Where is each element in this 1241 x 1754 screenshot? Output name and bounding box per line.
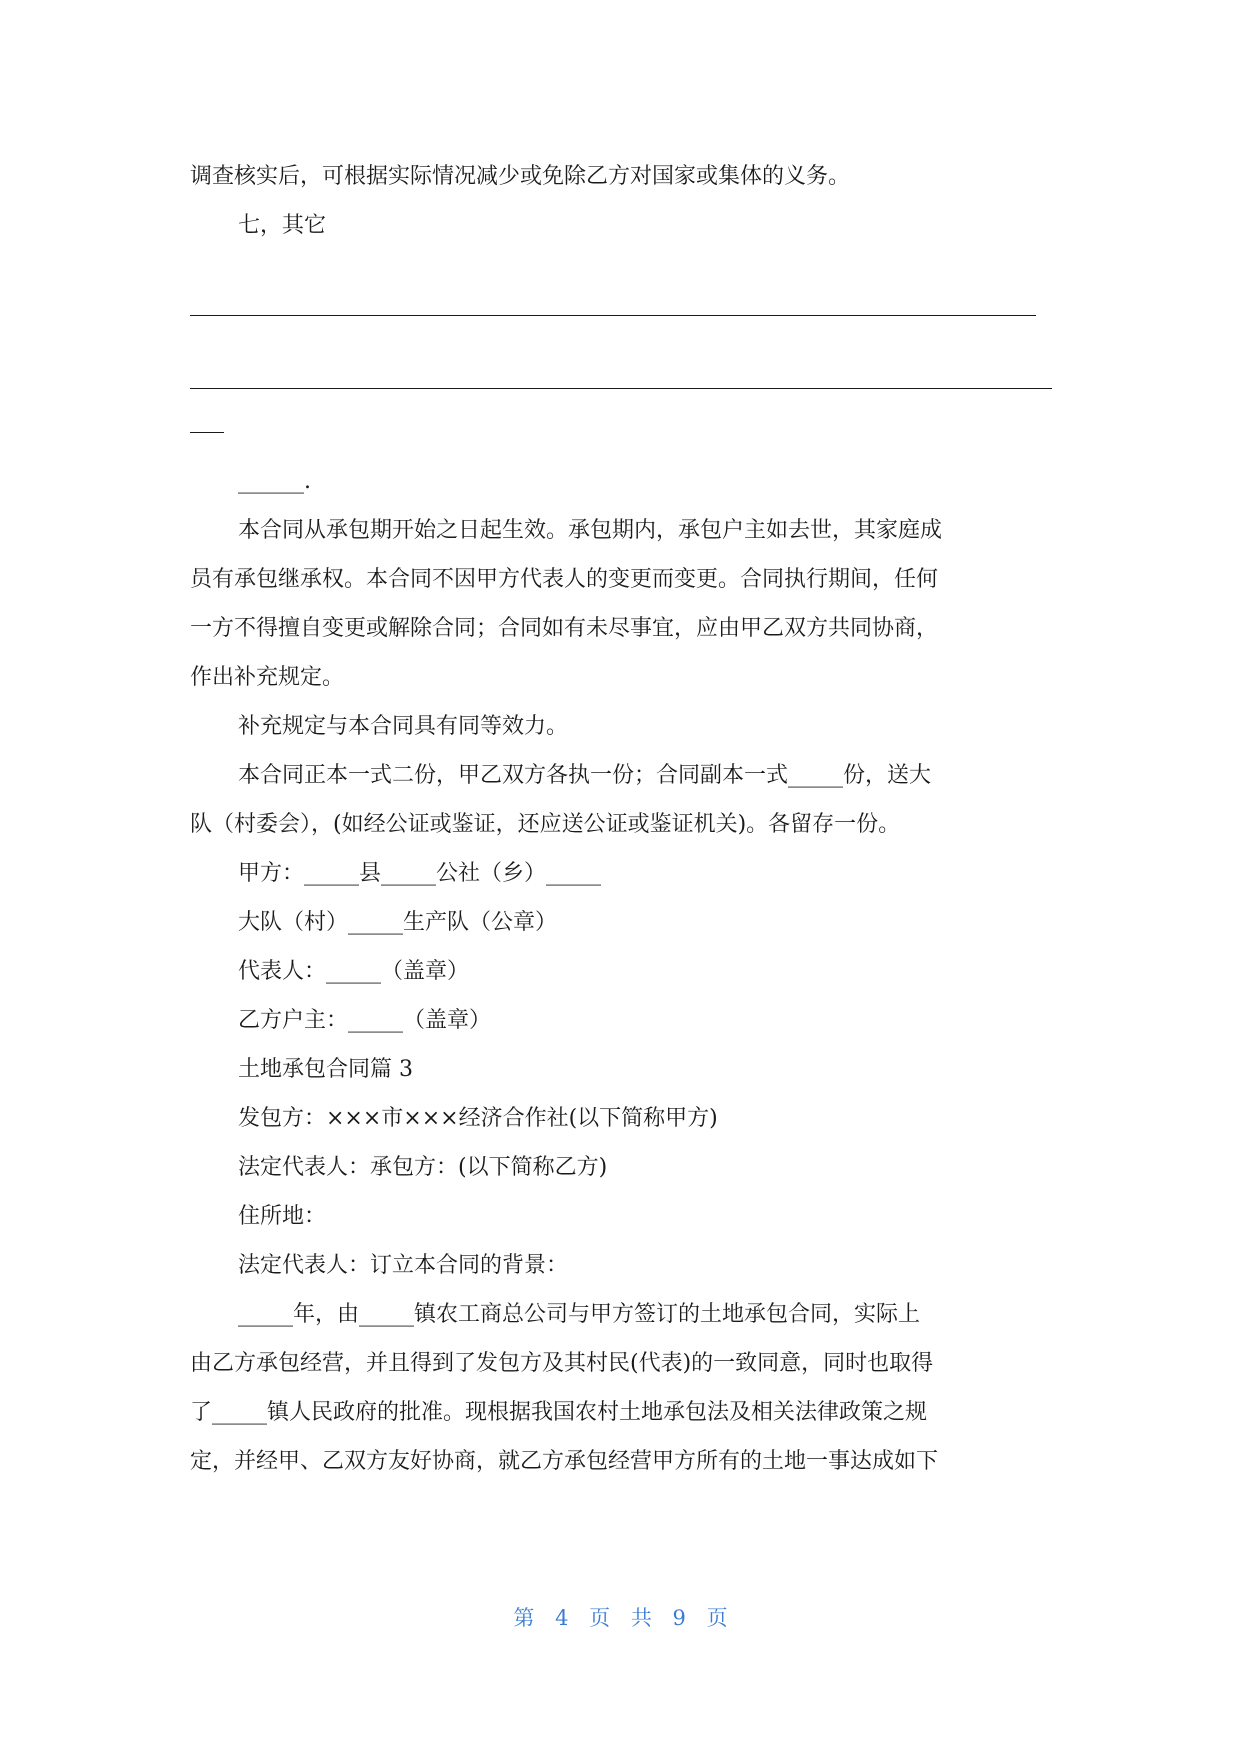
- section-heading: 七，其它: [238, 213, 327, 238]
- footer-word-ye: 页: [589, 1606, 611, 1630]
- spacer: [190, 250, 1052, 273]
- text-line: 一方不得擅自变更或解除合同；合同如有未尽事宜，应由甲乙双方共同协商，: [190, 616, 939, 641]
- text-line: _____年，由_____镇农工商总公司与甲方签订的土地承包合同，实际上: [238, 1302, 921, 1327]
- text-line: 本合同正本一式二份，甲乙双方各执一份；合同副本一式_____份，送大: [238, 763, 932, 788]
- text-line: 法定代表人：承包方：(以下简称乙方): [238, 1155, 608, 1180]
- text-line: 法定代表人：订立本合同的背景：: [238, 1253, 569, 1278]
- text-line: 补充规定与本合同具有同等效力。: [238, 714, 569, 739]
- blank-fill-line: [190, 273, 1052, 346]
- text-line: 队（村委会），(如经公证或鉴证，还应送公证或鉴证机关)。各留存一份。: [190, 812, 901, 837]
- text-line: 定，并经甲、乙双方友好协商，就乙方承包经营甲方所有的土地一事达成如下: [190, 1449, 939, 1474]
- text-line: 了_____镇人民政府的批准。现根据我国农村土地承包法及相关法律政策之规: [190, 1400, 928, 1425]
- underline-rule: [190, 388, 1052, 389]
- signature-line: 大队（村）_____生产队（公章）: [238, 910, 558, 935]
- footer-word-gong: 共: [630, 1606, 652, 1630]
- document-body: [190, 152, 1052, 1486]
- underline-rule: [190, 315, 1036, 316]
- footer-word-di: 第: [513, 1606, 535, 1630]
- text-line: 调查核实后，可根据实际情况减少或免除乙方对国家或集体的义务。: [190, 164, 851, 189]
- underline-rule: [190, 432, 224, 433]
- signature-line: 乙方户主：_____（盖章）: [238, 1008, 492, 1033]
- current-page-number: 4: [555, 1606, 569, 1630]
- text-line: 本合同从承包期开始之日起生效。承包期内，承包户主如去世，其家庭成: [238, 518, 943, 543]
- section-title: 土地承包合同篇 3: [238, 1057, 413, 1082]
- text-line: 住所地：: [238, 1204, 327, 1229]
- blank-fill-line: [190, 419, 1052, 445]
- signature-line: 甲方：_____县_____公社（乡）_____: [238, 861, 602, 886]
- blank-fill-line: [190, 346, 1052, 419]
- text-line: 由乙方承包经营，并且得到了发包方及其村民(代表)的一致同意，同时也取得: [190, 1351, 934, 1376]
- blank-fill-end: ______.: [238, 469, 311, 494]
- text-line: 发包方：×××市×××经济合作社(以下简称甲方): [238, 1106, 718, 1131]
- footer-word-ye: 页: [706, 1606, 728, 1630]
- text-line: 员有承包继承权。本合同不因甲方代表人的变更而变更。合同执行期间，任何: [190, 567, 939, 592]
- page-footer: [0, 1602, 1241, 1632]
- total-pages-number: 9: [672, 1606, 686, 1630]
- text-line: 作出补充规定。: [190, 665, 345, 690]
- signature-line: 代表人：_____（盖章）: [238, 959, 470, 984]
